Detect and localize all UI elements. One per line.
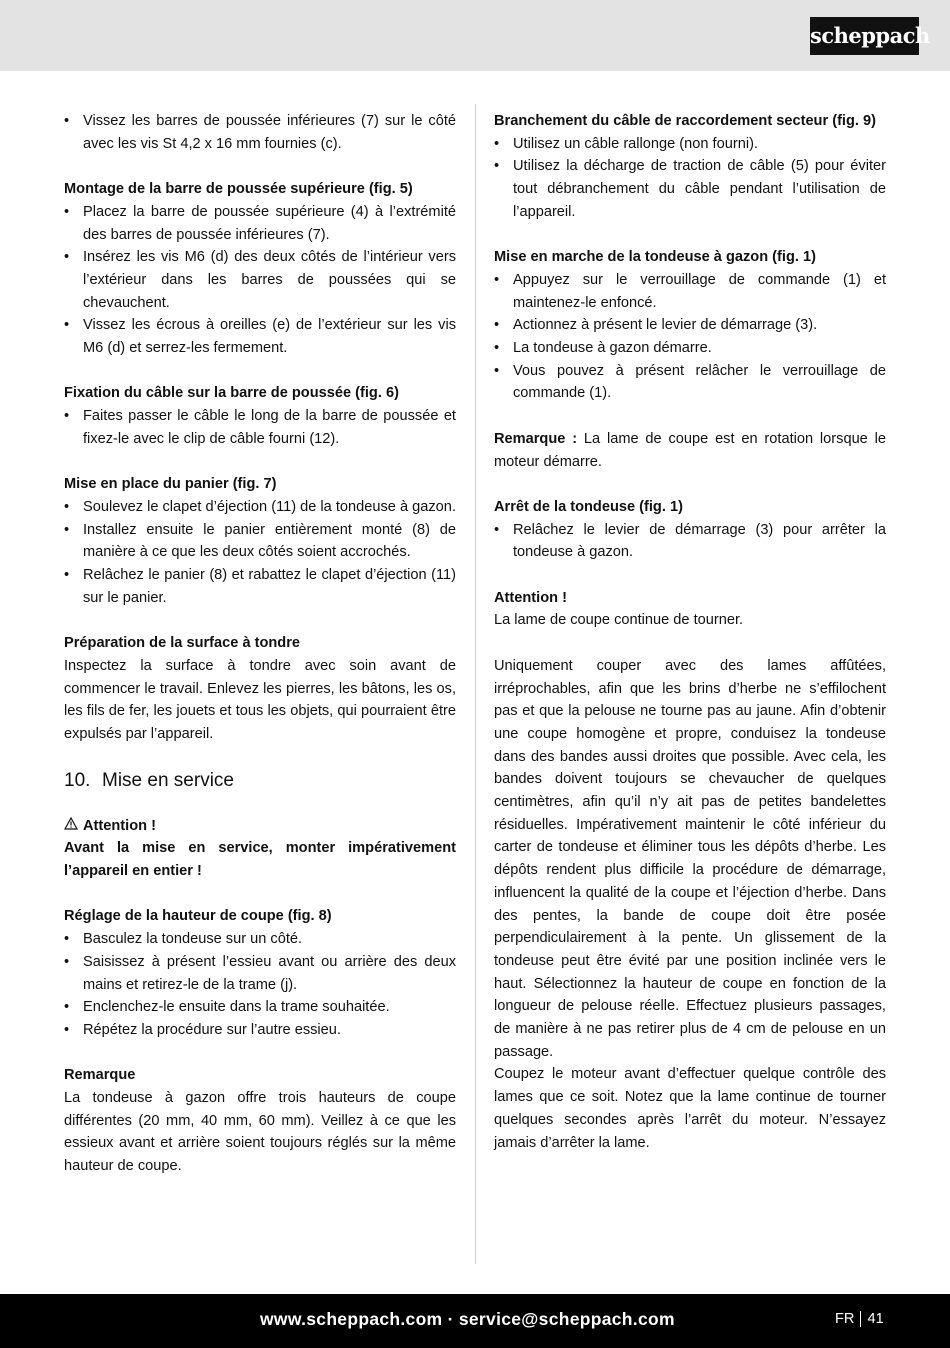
chapter-number: 10. (64, 769, 91, 791)
list-item: • Saisissez à présent l’essieu avant ou arrière des deux mains et retirez-le de la trame (j). (64, 951, 456, 996)
note-paragraph (494, 428, 886, 473)
list-item: • Faites passer le câble le long de la barre de poussée et fixez-le avec le clip de câble fourni (12). (64, 405, 456, 450)
bullet-list (64, 496, 456, 610)
header-bar (0, 0, 950, 71)
list-item: • Vous pouvez à présent relâcher le verrouillage de commande (1). (494, 360, 886, 405)
paragraph: La lame de coupe continue de tourner. (494, 612, 744, 629)
section-heading: Fixation du câble sur la barre de poussée (fig. 6) (64, 385, 399, 402)
section-heading: Attention ! (494, 589, 567, 606)
list-item: • Répétez la procédure sur l’autre essieu. (64, 1019, 456, 1042)
list-item: • Utilisez un câble rallonge (non fourni). (494, 133, 886, 156)
warning-heading (64, 815, 456, 838)
footer-separator (860, 1311, 861, 1327)
column-divider (475, 104, 476, 1264)
page-number: 41 (867, 1311, 884, 1327)
warning-triangle-icon (64, 815, 83, 838)
bullet-list (494, 269, 886, 405)
brand-logo: scheppach (810, 17, 919, 55)
section-heading: Branchement du câble de raccordement secteur (fig. 9) (494, 113, 876, 129)
list-item: • Vissez les écrous à oreilles (e) de l’extérieur sur les vis M6 (d) et serrez-les fermement. (64, 314, 456, 359)
warning-title: Attention ! (83, 817, 156, 834)
list-item: • Actionnez à présent le levier de démarrage (3). (494, 314, 886, 337)
section-heading: Arrêt de la tondeuse (fig. 1) (494, 498, 683, 515)
list-item: • La tondeuse à gazon démarre. (494, 337, 886, 360)
bullet-list (64, 928, 456, 1042)
intro-bullet-list (64, 110, 456, 155)
list-item: • Installez ensuite le panier entièrement monté (8) de manière à ce que les deux côtés soient accrochés. (64, 519, 456, 564)
section-heading: Réglage de la hauteur de coupe (fig. 8) (64, 908, 332, 925)
list-item: • Relâchez le panier (8) et rabattez le clapet d’éjection (11) sur le panier. (64, 564, 456, 609)
left-column (64, 110, 456, 1178)
list-item: • Vissez les barres de poussée inférieures (7) sur le côté avec les vis St 4,2 x 16 mm fournies (c). (64, 110, 456, 155)
footer-bar (0, 1294, 950, 1348)
footer-page-info (835, 1309, 884, 1329)
section-heading: Mise en place du panier (fig. 7) (64, 476, 277, 493)
paragraph: Coupez le moteur avant d’effectuer quelque contrôle des lames que ce soit. Notez que la lame continue de tourner quelques secondes après l’arrêt du moteur. N’essayez jamais d’arrêter la lame. (494, 1066, 886, 1151)
section-heading: Montage de la barre de poussée supérieure (fig. 5) (64, 181, 413, 198)
list-item: • Appuyez sur le verrouillage de commande (1) et maintenez-le enfoncé. (494, 269, 886, 314)
paragraph: Uniquement couper avec des lames affûtées, irréprochables, afin que les brins d’herbe ne s’effilochent pas et que la pelouse ne tourne pas au jaune. Afin d’obtenir une coupe homogène et propre, conduisez la tondeuse dans des bandes aussi droites que possible. Avec cela, les bandes doivent toujours se chevaucher de quelques centimètres, afin qu’il n’y ait pas de petites bandelettes résiduelles. Impérativement maintenir le côté inférieur du carter de tondeuse et éliminer tous les dépôts d’herbe. Les dépôts rendent plus difficile la procédure de démarrage, influencent la qualité de la coupe et l’éjection d’herbe. Dans des pentes, la bande de coupe doit être posée perpendiculairement à la pente. Un glissement de la tondeuse peut être évité par une position inclinée vers le haut. Sélectionnez la hauteur de coupe en fonction de la longueur de pelouse réelle. Effectuez plusieurs passages, de manière à ne pas retirer plus de 4 cm de pelouse en un passage. (494, 657, 886, 1060)
bullet-list (64, 201, 456, 360)
list-item: • Relâchez le levier de démarrage (3) pour arrêter la tondeuse à gazon. (494, 519, 886, 564)
bullet-list (64, 405, 456, 450)
paragraph: Inspectez la surface à tondre avec soin avant de commencer le travail. Enlevez les pierres, les bâtons, les os, les fils de fer, les jouets et tous les objets, qui pourraient être expulsés par l’appareil. (64, 657, 456, 742)
bullet-list (494, 519, 886, 564)
list-item: • Soulevez le clapet d’éjection (11) de la tondeuse à gazon. (64, 496, 456, 519)
list-item: • Placez la barre de poussée supérieure (4) à l’extrémité des barres de poussée inférieures (7). (64, 201, 456, 246)
section-heading: Remarque (64, 1067, 136, 1084)
warning-text: Avant la mise en service, monter impérativement l’appareil en entier ! (64, 840, 456, 880)
section-heading: Mise en marche de la tondeuse à gazon (fig. 1) (494, 249, 816, 266)
section-heading: Préparation de la surface à tondre (64, 635, 301, 652)
paragraph: La tondeuse à gazon offre trois hauteurs de coupe différentes (20 mm, 40 mm, 60 mm). Veillez à ce que les essieux avant et arrière soient toujours réglés sur la même hauteur de coupe. (64, 1090, 456, 1175)
chapter-title-text: Mise en service (102, 769, 234, 791)
list-item: • Utilisez la décharge de traction de câble (5) pour éviter tout débranchement du câble pendant l’utilisation de l’appareil. (494, 155, 886, 223)
note-text: La lame de coupe est en rotation lorsque le moteur démarre. (494, 430, 886, 470)
note-label: Remarque : (494, 430, 578, 447)
chapter-title (64, 769, 456, 793)
right-column (494, 110, 886, 1154)
list-item: • Insérez les vis M6 (d) des deux côtés de l’intérieur vers l’extérieur dans les barres de poussées qui se chevauchent. (64, 246, 456, 314)
list-item: • Basculez la tondeuse sur un côté. (64, 928, 456, 951)
footer-contact: www.scheppach.com · service@scheppach.com (260, 1309, 675, 1329)
language-code: FR (835, 1311, 855, 1327)
list-item: • Enclenchez-le ensuite dans la trame souhaitée. (64, 996, 456, 1019)
bullet-list (494, 133, 886, 224)
